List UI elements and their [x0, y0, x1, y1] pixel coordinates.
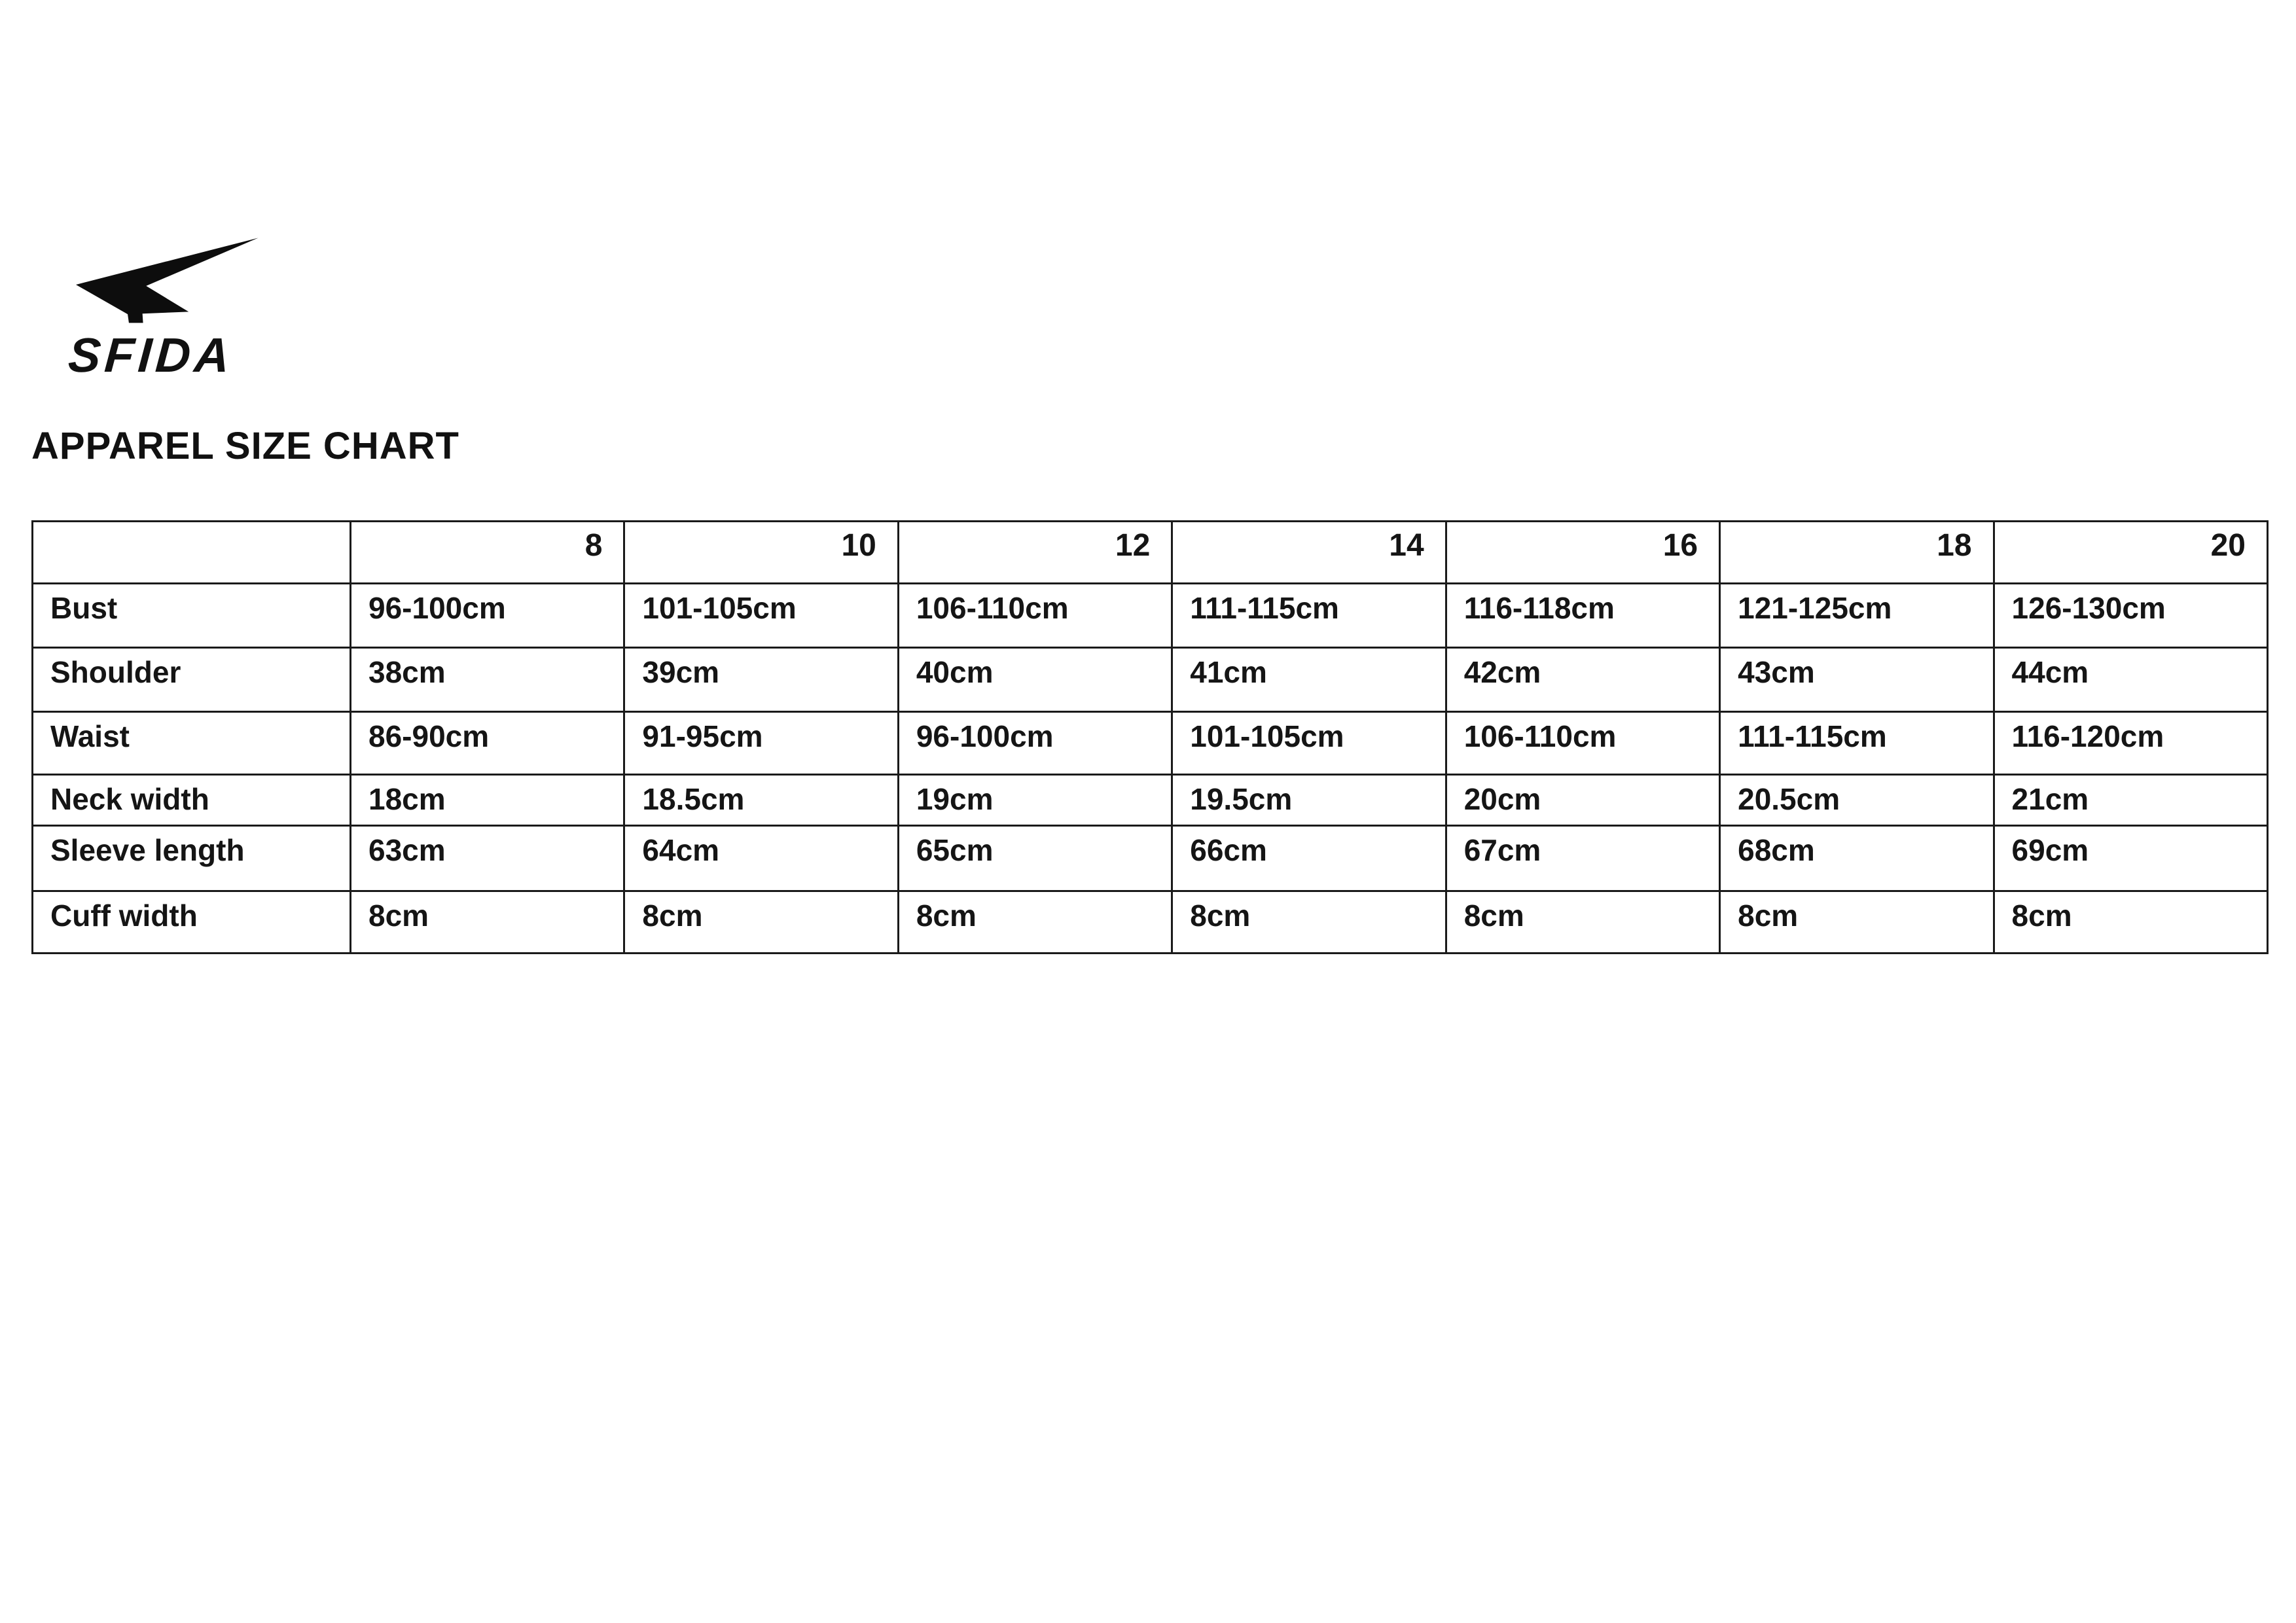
row-label: Waist [33, 712, 351, 775]
header-cell-size-20: 20 [1994, 522, 2267, 584]
size-chart-table [31, 520, 2269, 954]
measurement-cell: 44cm [1994, 648, 2267, 712]
measurement-cell: 68cm [1720, 826, 1994, 891]
measurement-cell: 38cm [351, 648, 624, 712]
measurement-cell: 41cm [1172, 648, 1446, 712]
size-header-row [33, 522, 2268, 584]
header-cell-size-10: 10 [624, 522, 898, 584]
row-label: Bust [33, 584, 351, 648]
brand-block [65, 221, 340, 380]
measurement-cell: 91-95cm [624, 712, 898, 775]
measurement-cell: 43cm [1720, 648, 1994, 712]
table-row [33, 826, 2268, 891]
table-row [33, 584, 2268, 648]
measurement-cell: 21cm [1994, 775, 2267, 826]
measurement-cell: 63cm [351, 826, 624, 891]
table-row [33, 775, 2268, 826]
table-body [33, 584, 2268, 954]
measurement-cell: 66cm [1172, 826, 1446, 891]
table-row [33, 712, 2268, 775]
measurement-cell: 111-115cm [1720, 712, 1994, 775]
measurement-cell: 39cm [624, 648, 898, 712]
measurement-cell: 8cm [1446, 891, 1719, 954]
table-row [33, 648, 2268, 712]
measurement-cell: 8cm [351, 891, 624, 954]
measurement-cell: 96-100cm [351, 584, 624, 648]
measurement-cell: 19.5cm [1172, 775, 1446, 826]
header-cell-size-14: 14 [1172, 522, 1446, 584]
header-cell-size-18: 18 [1720, 522, 1994, 584]
header-cell-size-16: 16 [1446, 522, 1719, 584]
measurement-cell: 20.5cm [1720, 775, 1994, 826]
measurement-cell: 106-110cm [898, 584, 1172, 648]
measurement-cell: 65cm [898, 826, 1172, 891]
row-label: Neck width [33, 775, 351, 826]
measurement-cell: 8cm [624, 891, 898, 954]
table-row [33, 891, 2268, 954]
header-cell-empty [33, 522, 351, 584]
measurement-cell: 111-115cm [1172, 584, 1446, 648]
measurement-cell: 18cm [351, 775, 624, 826]
measurement-cell: 126-130cm [1994, 584, 2267, 648]
row-label: Sleeve length [33, 826, 351, 891]
measurement-cell: 40cm [898, 648, 1172, 712]
measurement-cell: 96-100cm [898, 712, 1172, 775]
measurement-cell: 116-120cm [1994, 712, 2267, 775]
sfida-swoosh-icon [65, 221, 275, 327]
measurement-cell: 42cm [1446, 648, 1719, 712]
measurement-cell: 86-90cm [351, 712, 624, 775]
measurement-cell: 18.5cm [624, 775, 898, 826]
measurement-cell: 67cm [1446, 826, 1719, 891]
measurement-cell: 8cm [1172, 891, 1446, 954]
measurement-cell: 8cm [1720, 891, 1994, 954]
measurement-cell: 121-125cm [1720, 584, 1994, 648]
measurement-cell: 101-105cm [1172, 712, 1446, 775]
measurement-cell: 8cm [898, 891, 1172, 954]
header-cell-size-8: 8 [351, 522, 624, 584]
measurement-cell: 8cm [1994, 891, 2267, 954]
row-label: Shoulder [33, 648, 351, 712]
measurement-cell: 106-110cm [1446, 712, 1719, 775]
measurement-cell: 101-105cm [624, 584, 898, 648]
measurement-cell: 69cm [1994, 826, 2267, 891]
measurement-cell: 116-118cm [1446, 584, 1719, 648]
measurement-cell: 19cm [898, 775, 1172, 826]
header-cell-size-12: 12 [898, 522, 1172, 584]
row-label: Cuff width [33, 891, 351, 954]
measurement-cell: 20cm [1446, 775, 1719, 826]
page-title: APPAREL SIZE CHART [31, 425, 459, 467]
table-head [33, 522, 2268, 584]
brand-wordmark: SFIDA [66, 328, 236, 382]
measurement-cell: 64cm [624, 826, 898, 891]
